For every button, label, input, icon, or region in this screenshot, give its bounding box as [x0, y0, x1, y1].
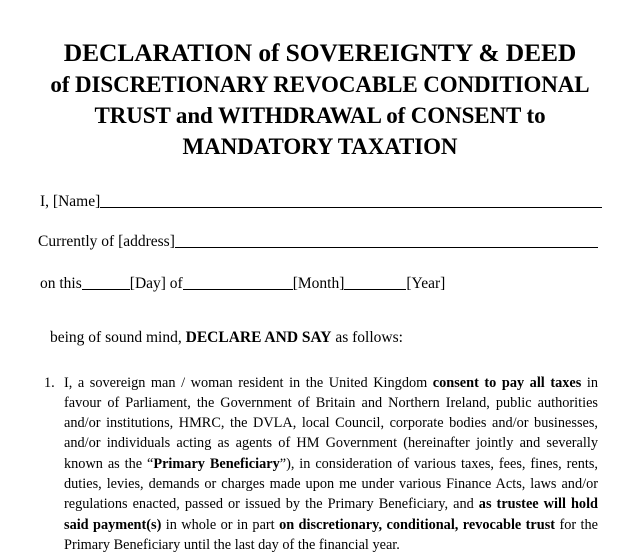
- month-field-input[interactable]: [183, 288, 293, 290]
- clause-emphasis: as trustee will hold said payment(s): [64, 496, 598, 533]
- address-field-input[interactable]: [175, 246, 598, 248]
- clause-1-body: [64, 373, 602, 555]
- declare-line-before: being of sound mind,: [50, 328, 186, 346]
- clause-text: in favour of Parliament, the Government of Britain and Northern Ireland, public authorities and/or institutions, HMRC, the DVLA, local Council, corporate bodies and/or businesses, and/or individuals acting as agents of HM Government (hereinafter jointly and severally known as the “: [64, 374, 598, 472]
- clause-text: ”), in consideration of various taxes, fees, fines, rents, duties, levies, demands or charges made upon me under various Finance Acts, laws and/or regulations enacted, passed or issued by the Primary Beneficiary, and: [64, 455, 598, 513]
- address-field-label: Currently of [address]: [38, 232, 175, 250]
- clause-emphasis: on discretionary, conditional, revocable trust: [279, 516, 556, 533]
- title-line-1: DECLARATION of SOVEREIGNTY & DEED: [63, 38, 577, 67]
- title-line-4: MANDATORY TAXATION: [182, 133, 458, 159]
- clause-1-number: 1.: [44, 374, 55, 391]
- name-field-label: I, [Name]: [40, 192, 101, 210]
- title-line-3: TRUST and WITHDRAWAL of CONSENT to: [94, 102, 546, 128]
- declare-line-bold: DECLARE AND SAY: [185, 328, 332, 346]
- title-line-2: of DISCRETIONARY REVOCABLE CONDITIONAL: [50, 72, 590, 98]
- document-title: [38, 36, 602, 163]
- year-field-label: [Year]: [406, 274, 446, 292]
- address-field-row: [38, 233, 602, 251]
- declare-line: [38, 329, 602, 347]
- date-field-label: on this: [40, 274, 82, 292]
- name-field-input[interactable]: [100, 206, 602, 208]
- clause-emphasis: consent to pay all taxes: [432, 374, 582, 391]
- clause-text: in whole or in part: [161, 516, 280, 533]
- declare-line-after: as follows:: [331, 328, 403, 346]
- day-field-label: [Day] of: [129, 274, 183, 292]
- date-field-row: [38, 275, 602, 293]
- month-field-label: [Month]: [292, 274, 345, 292]
- year-field-input[interactable]: [344, 288, 406, 290]
- clause-1: [38, 373, 602, 555]
- clause-text: I, a sovereign man / woman resident in the United Kingdom: [64, 374, 433, 391]
- day-field-input[interactable]: [82, 288, 130, 290]
- clause-text: for the Primary Beneficiary until the last day of the financial year.: [64, 516, 598, 553]
- clause-emphasis: Primary Beneficiary: [153, 455, 280, 472]
- name-field-row: [38, 193, 602, 211]
